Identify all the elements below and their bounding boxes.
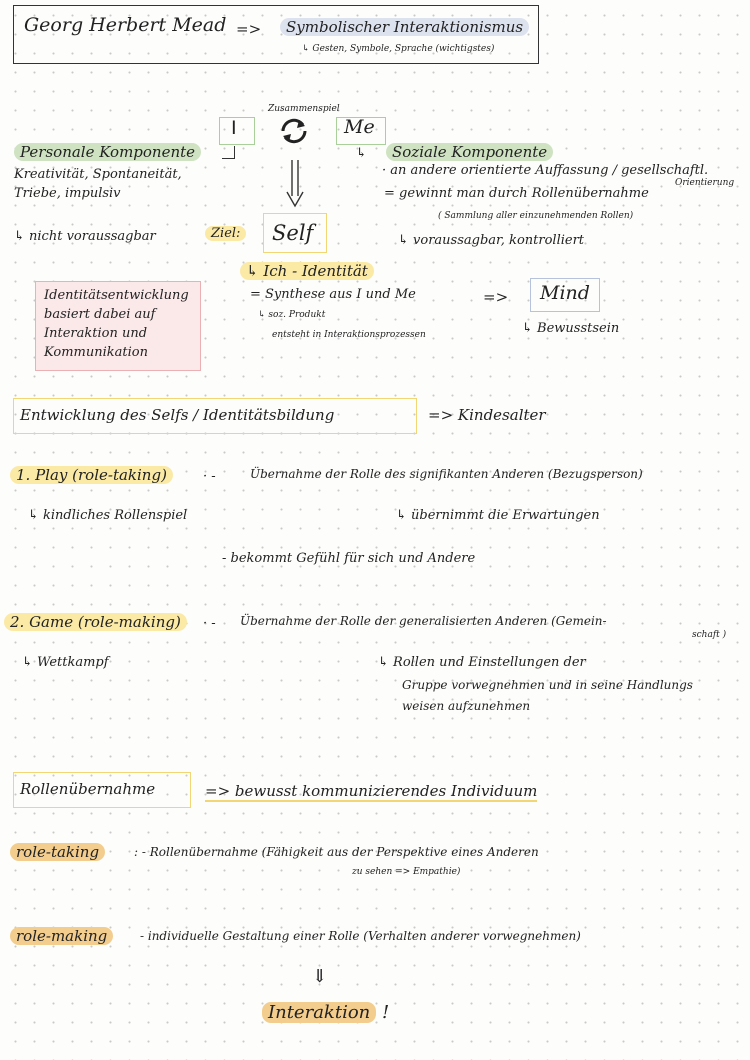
red-box-line-2: basiert dabei auf xyxy=(44,307,156,322)
game-note-3: weisen aufzunehmen xyxy=(402,699,531,713)
role-taking-text: : - Rollenübernahme (Fähigkeit aus der Perspektive eines Anderen xyxy=(134,845,539,859)
game-note-2: Gruppe vorwegnehmen und in seine Handlungs xyxy=(402,678,693,692)
interaction-text: Interaktion xyxy=(262,1002,376,1023)
social-line-2: = gewinnt man durch Rollenübernahme xyxy=(384,186,649,201)
header-theory xyxy=(280,18,529,36)
play-feeling: - bekommt Gefühl für sich und Andere xyxy=(222,551,476,566)
i-box xyxy=(219,117,255,145)
down-arrow-icon: ⇓ xyxy=(312,966,328,987)
game-text-b: schaft ) xyxy=(692,630,727,640)
play-label-text: 1. Play (role-taking) xyxy=(10,466,173,484)
game-label-text: 2. Game (role-making) xyxy=(4,613,187,631)
roles-arrow-text xyxy=(205,782,537,800)
cycle-label: Zusammenspiel xyxy=(268,104,340,114)
me-label: Me xyxy=(344,116,375,138)
header-theory-text: Symbolischer Interaktionismus xyxy=(280,18,529,36)
identity-text: ↳ Ich - Identität xyxy=(240,262,374,280)
ziel-label xyxy=(205,226,246,241)
role-making-text: - individuelle Gestaltung einer Rolle (Verhalten anderer vorwegnehmen) xyxy=(140,929,581,943)
social-line-1b: Orientierung xyxy=(675,178,735,188)
roles-title: Rollenübernahme xyxy=(20,780,156,798)
interaction-mark: ! xyxy=(382,1002,390,1023)
play-expect: ↳ übernimmt die Erwartungen xyxy=(396,508,600,523)
game-text: Übernahme der Rolle der generalisierten Anderen (Gemein- xyxy=(240,614,607,628)
interaction-label xyxy=(262,1002,389,1023)
header-sub: ↳ Gesten, Symbole, Sprache (wichtigstes) xyxy=(302,44,495,54)
play-sub: ↳ kindliches Rollenspiel xyxy=(28,508,188,523)
self-label: Self xyxy=(272,221,314,245)
social-note: ↳ voraussagbar, kontrolliert xyxy=(398,233,585,248)
development-arrow-text: => Kindesalter xyxy=(428,406,546,424)
i-label: I xyxy=(231,117,237,139)
role-making-label-text: role-making xyxy=(10,927,113,945)
red-box-line-4: Kommunikation xyxy=(44,345,148,360)
game-sub: ↳ Wettkampf xyxy=(22,655,109,670)
emerges-line: entsteht in Interaktionsprozessen xyxy=(272,330,426,340)
mind-arrow: => xyxy=(483,288,509,306)
play-label xyxy=(10,466,173,484)
header-name: Georg Herbert Mead xyxy=(24,14,227,36)
identity-line xyxy=(240,262,374,280)
cycle-icon xyxy=(278,116,310,146)
personal-line-1: Kreativität, Spontaneität, xyxy=(14,167,182,182)
ziel-text: Ziel: xyxy=(205,226,246,241)
personal-line-2: Triebe, impulsiv xyxy=(14,186,121,201)
game-label xyxy=(4,613,187,631)
role-making-label xyxy=(10,927,113,945)
play-text: Übernahme der Rolle des signifikanten Anderen (Bezugsperson) xyxy=(250,467,643,481)
role-taking-label xyxy=(10,843,105,861)
role-taking-label-text: role-taking xyxy=(10,843,105,861)
social-line-3: ( Sammlung aller einzunehmenden Rollen) xyxy=(438,211,634,221)
header-arrow: => xyxy=(236,20,262,38)
game-sep: · - xyxy=(203,616,216,631)
mind-label: Mind xyxy=(540,282,590,304)
personal-title xyxy=(14,143,201,161)
role-taking-text-2: zu sehen => Empathie) xyxy=(352,867,461,877)
development-title: Entwicklung des Selfs / Identitätsbildung xyxy=(20,406,335,424)
social-title xyxy=(386,143,553,161)
down-double-arrow-icon xyxy=(284,160,306,208)
red-box-line-1: Identitätsentwicklung xyxy=(44,288,189,303)
personal-note: ↳ nicht voraussagbar xyxy=(14,229,156,244)
personal-title-text: Personale Komponente xyxy=(14,143,201,161)
consciousness-line: ↳ Bewusstsein xyxy=(522,321,620,336)
social-title-text: Soziale Komponente xyxy=(386,143,553,161)
personal-hook-icon xyxy=(222,146,235,159)
red-box-line-3: Interaktion und xyxy=(44,326,148,341)
game-note-1: ↳ Rollen und Einstellungen der xyxy=(378,655,586,670)
soz-product: ↳ soz. Produkt xyxy=(258,310,326,320)
synthesis-line: = Synthese aus I und Me xyxy=(250,287,416,302)
play-sep: · - xyxy=(203,469,216,484)
social-arrow: ↳ xyxy=(356,146,367,161)
social-line-1: · an andere orientierte Auffassung / gesellschaftl. xyxy=(382,163,709,178)
roles-arrow-text-value: => bewusst kommunizierendes Individuum xyxy=(205,782,538,800)
